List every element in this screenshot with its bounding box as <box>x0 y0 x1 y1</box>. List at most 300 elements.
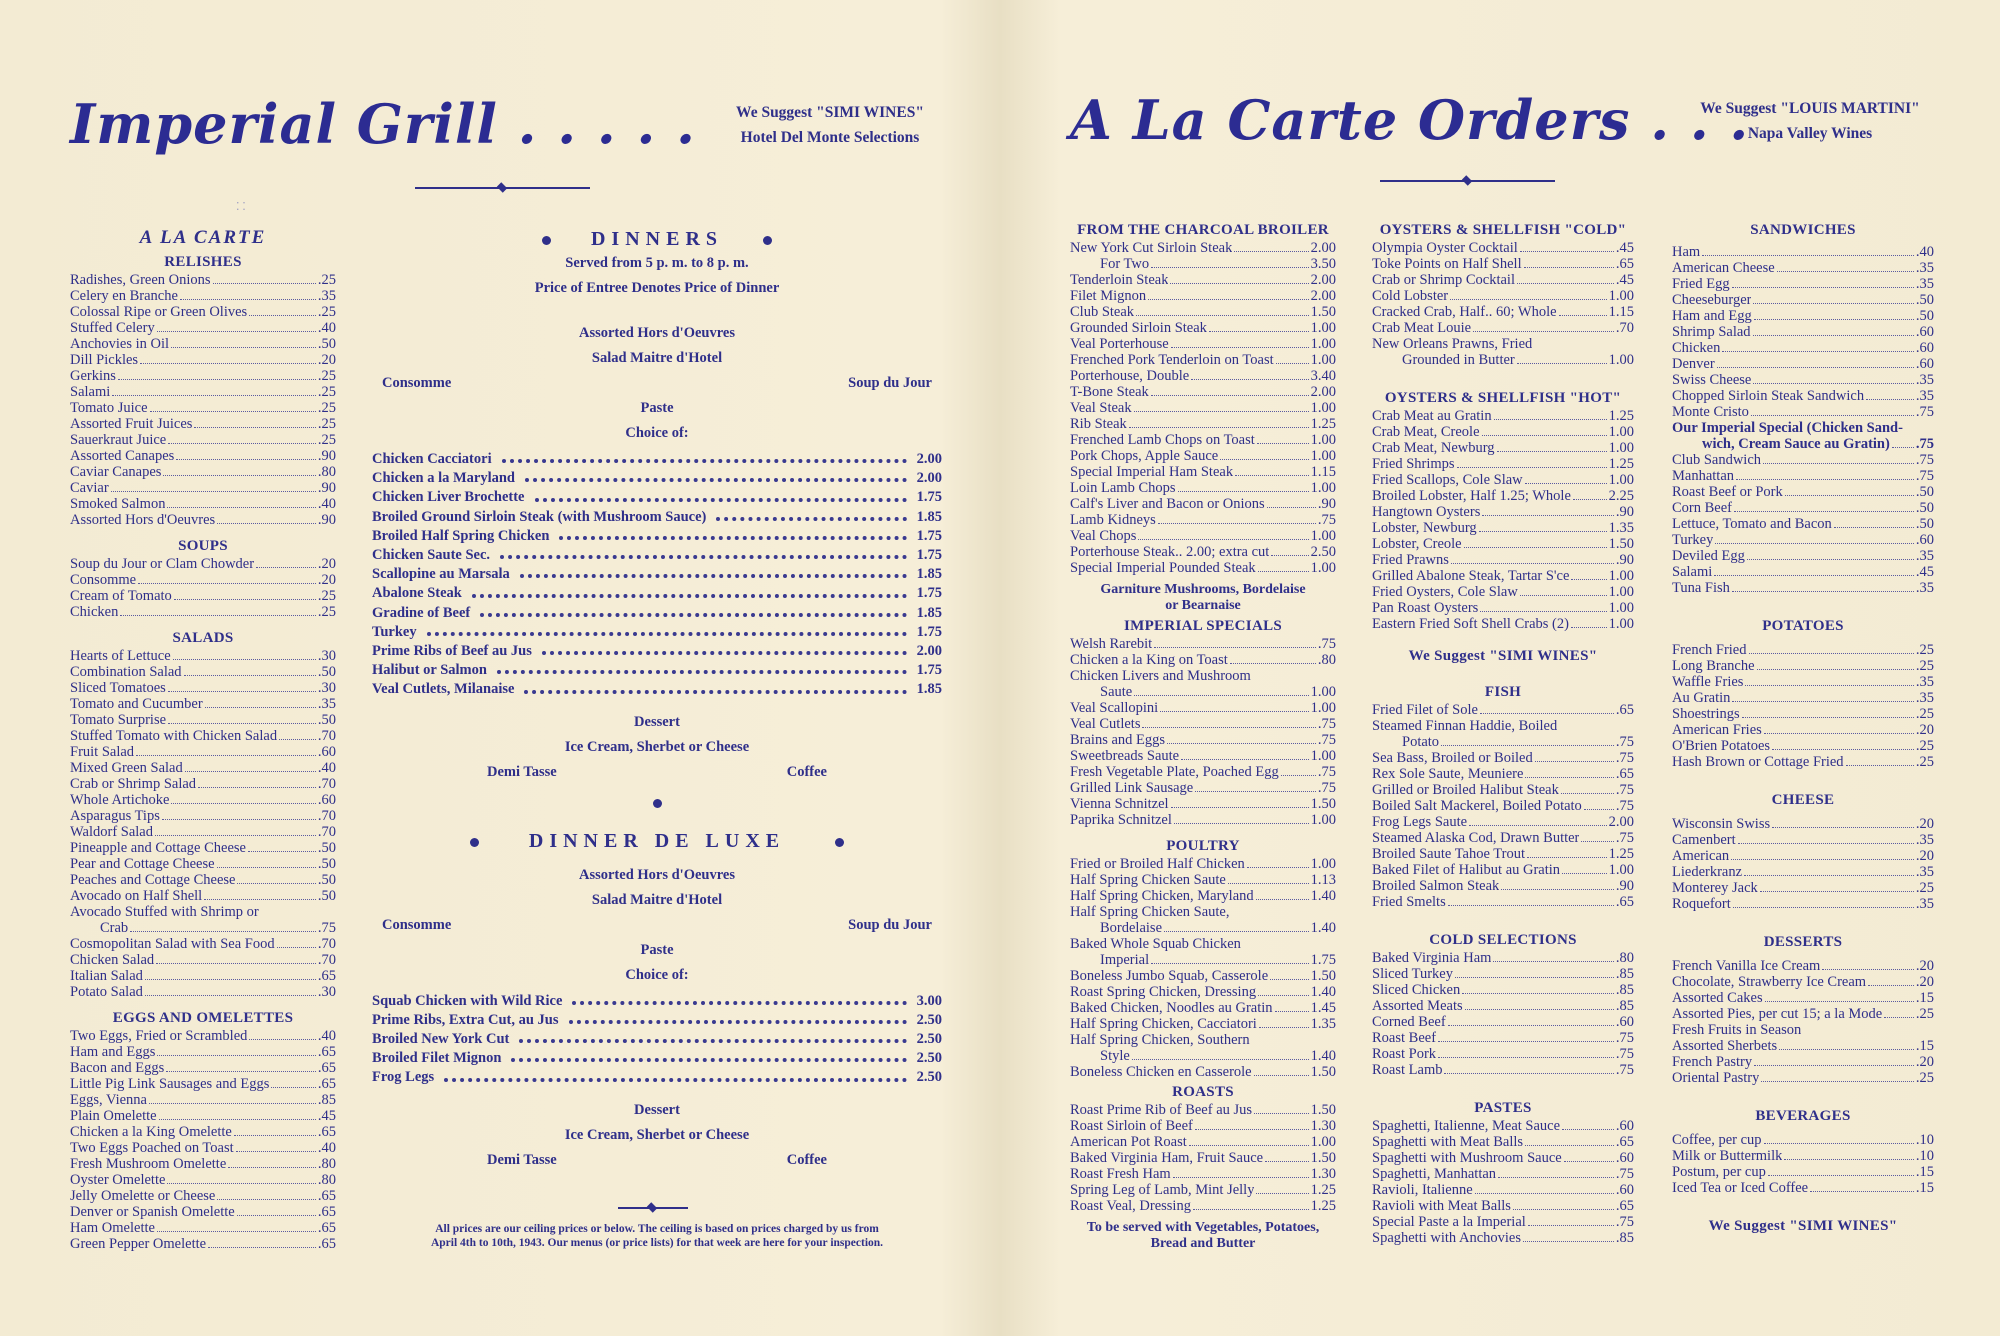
dot-leader <box>1525 1145 1614 1146</box>
dot-leader <box>1265 1161 1309 1162</box>
item-name: Postum, per cup <box>1672 1164 1766 1180</box>
dot-leader <box>217 523 316 524</box>
dot-leader <box>1562 873 1607 874</box>
item-price: .50 <box>317 872 336 888</box>
menu-item <box>70 904 336 920</box>
item-name: Broiled Lobster, Half 1.25; Whole <box>1372 488 1571 504</box>
dot-leader <box>1714 575 1914 576</box>
item-price: .60 <box>1915 324 1934 340</box>
dot-leader <box>176 459 316 460</box>
menu-item <box>1672 500 1934 516</box>
menu-item <box>1672 324 1934 340</box>
entree-name: Halibut or Salmon <box>372 662 487 679</box>
dot-leader <box>1562 1129 1614 1130</box>
item-price: .70 <box>317 824 336 840</box>
item-price: .30 <box>317 680 336 696</box>
menu-item <box>70 792 336 808</box>
dot-leader <box>1257 443 1309 444</box>
item-price: .40 <box>317 1028 336 1044</box>
dot-leader <box>1764 1143 1914 1144</box>
menu-item <box>1672 864 1934 880</box>
menu-item <box>1372 256 1634 272</box>
item-name: Half Spring Chicken, Maryland <box>1070 888 1254 904</box>
item-name: Baked Chicken, Noodles au Gratin <box>1070 1000 1273 1016</box>
dot-leader <box>524 690 906 694</box>
menu-item <box>70 556 336 572</box>
item-price: .35 <box>1915 372 1934 388</box>
item-price: 1.40 <box>1310 888 1336 904</box>
item-name: Celery en Branche <box>70 288 178 304</box>
dinners-paste: Paste <box>640 400 674 416</box>
dot-leader <box>1779 1049 1914 1050</box>
item-price: .70 <box>317 808 336 824</box>
dot-leader <box>716 517 906 521</box>
entree-price: 1.75 <box>916 527 942 544</box>
item-price: 1.30 <box>1310 1118 1336 1134</box>
dot-leader <box>167 507 315 508</box>
item-name: Veal Scallopini <box>1070 700 1159 716</box>
item-name: Bacon and Eggs <box>70 1060 165 1076</box>
menu-item <box>1070 1064 1336 1080</box>
item-price: 2.00 <box>1310 288 1336 304</box>
menu-item <box>1372 1062 1634 1078</box>
item-price: .45 <box>1615 240 1634 256</box>
item-price: .80 <box>1317 652 1336 668</box>
entree-price: 1.75 <box>916 547 942 564</box>
item-price: .75 <box>1615 1030 1634 1046</box>
item-price: .35 <box>317 288 336 304</box>
item-name: Boiled Salt Mackerel, Boiled Potato <box>1372 798 1582 814</box>
item-name: Crab Meat au Gratin <box>1372 408 1492 424</box>
left-wine-suggestion <box>720 100 940 150</box>
menu-item <box>1672 436 1934 452</box>
menu-item <box>1070 1016 1336 1032</box>
entree-name: Chicken Liver Brochette <box>372 489 525 506</box>
item-price: .20 <box>1915 1054 1934 1070</box>
dot-leader <box>168 691 316 692</box>
dot-leader <box>1523 1241 1614 1242</box>
menu-item <box>70 288 336 304</box>
item-price: .20 <box>317 352 336 368</box>
item-price: .25 <box>1915 706 1934 722</box>
deluxe-paste: Paste <box>640 941 674 958</box>
item-name: Sweetbreads Saute <box>1070 748 1180 764</box>
item-price: .40 <box>317 760 336 776</box>
item-price: .60 <box>1615 1014 1634 1030</box>
menu-item <box>1372 966 1634 982</box>
dot-leader <box>173 659 316 660</box>
item-price: .65 <box>1615 894 1634 910</box>
item-name: Ravioli, Italienne <box>1372 1182 1473 1198</box>
dot-leader <box>497 670 907 674</box>
menu-item <box>70 760 336 776</box>
item-price: .40 <box>317 1140 336 1156</box>
menu-item <box>1372 1014 1634 1030</box>
item-price: 1.00 <box>1310 448 1336 464</box>
item-price: .20 <box>1915 722 1934 738</box>
item-price: .85 <box>317 1092 336 1108</box>
dot-leader <box>1822 969 1914 970</box>
menu-item <box>70 1060 336 1076</box>
dot-leader <box>1535 761 1614 762</box>
item-name: Salami <box>70 384 111 400</box>
item-price: .85 <box>1615 966 1634 982</box>
item-name: Special Paste a la Imperial <box>1372 1214 1526 1230</box>
item-price: 1.00 <box>1608 616 1634 632</box>
oysters-cold-list <box>1372 240 1634 368</box>
menu-item <box>70 480 336 496</box>
item-price: .75 <box>1915 468 1934 484</box>
item-name: Potato Salad <box>70 984 143 1000</box>
item-name: Brains and Eggs <box>1070 732 1166 748</box>
item-name: Long Branche <box>1672 658 1755 674</box>
menu-item <box>1372 456 1634 472</box>
right-wine-suggestion <box>1690 96 1930 146</box>
item-name: Chicken Livers and Mushroom <box>1070 668 1251 684</box>
item-price: 1.00 <box>1310 748 1336 764</box>
item-price: 1.50 <box>1310 304 1336 320</box>
dot-leader <box>1479 531 1607 532</box>
menu-item <box>1372 1166 1634 1182</box>
menu-item <box>1672 816 1934 832</box>
item-price: .70 <box>317 952 336 968</box>
dot-leader <box>1228 883 1309 884</box>
dot-leader <box>194 427 315 428</box>
soups-heading: SOUPS <box>178 538 228 554</box>
item-name: Eastern Fried Soft Shell Crabs (2) <box>1372 616 1569 632</box>
item-price: 1.00 <box>1310 684 1336 700</box>
menu-item <box>70 336 336 352</box>
item-price: .25 <box>317 432 336 448</box>
item-price: .90 <box>1615 504 1634 520</box>
item-name: Roquefort <box>1672 896 1731 912</box>
item-name: Frenched Lamb Chops on Toast <box>1070 432 1255 448</box>
garniture-note: Garniture Mushrooms, Bordelaise or Bearnaise <box>1100 582 1306 613</box>
item-price: 2.00 <box>1310 240 1336 256</box>
dot-leader <box>1745 685 1913 686</box>
item-name: Sliced Tomatoes <box>70 680 166 696</box>
dot-leader <box>500 555 907 559</box>
menu-item <box>1070 1134 1336 1150</box>
menu-item <box>1372 1182 1634 1198</box>
dot-leader <box>1455 977 1614 978</box>
entree-price: 2.50 <box>916 1050 942 1067</box>
menu-item <box>1070 984 1336 1000</box>
menu-item <box>70 448 336 464</box>
menu-item <box>1672 260 1934 276</box>
menu-item <box>1372 1198 1634 1214</box>
menu-item <box>1672 1022 1934 1038</box>
item-name: Fried or Broiled Half Chicken <box>1070 856 1245 872</box>
item-name: Crab Meat, Creole <box>1372 424 1480 440</box>
menu-item <box>70 984 336 1000</box>
deluxe-dessert-items: Ice Cream, Sherbet or Cheese <box>564 1126 750 1143</box>
dinners-hors: Assorted Hors d'Oeuvres <box>578 325 735 341</box>
dot-leader <box>1164 931 1309 932</box>
item-price: .25 <box>317 272 336 288</box>
menu-item <box>70 680 336 696</box>
dot-leader <box>167 1183 315 1184</box>
dot-leader <box>145 979 316 980</box>
dinners-coffee: Coffee <box>786 763 827 780</box>
menu-item <box>1070 352 1336 368</box>
dot-leader <box>166 1071 316 1072</box>
item-name: Style <box>1100 1048 1130 1064</box>
menu-item <box>1372 798 1634 814</box>
dot-leader <box>1768 1175 1914 1176</box>
item-price: .65 <box>317 1204 336 1220</box>
charcoal-list <box>1070 240 1336 576</box>
menu-item <box>70 1140 336 1156</box>
item-name: Sea Bass, Broiled or Boiled <box>1372 750 1533 766</box>
item-name: T-Bone Steak <box>1070 384 1149 400</box>
entree-price: 2.00 <box>916 451 942 467</box>
entree-item <box>372 1030 942 1049</box>
entree-name: Broiled Filet Mignon <box>372 1050 502 1067</box>
item-price: .25 <box>1915 880 1934 896</box>
menu-item <box>1372 814 1634 830</box>
item-name: Turkey <box>1672 532 1714 548</box>
item-price: 1.00 <box>1310 336 1336 352</box>
menu-item <box>1672 990 1934 1006</box>
dot-leader <box>1448 1025 1614 1026</box>
item-name: Mixed Green Salad <box>70 760 183 776</box>
item-price: .50 <box>317 840 336 856</box>
dot-leader <box>237 1215 316 1216</box>
item-price: .35 <box>1915 276 1934 292</box>
menu-item <box>1672 642 1934 658</box>
item-price: 1.50 <box>1310 1102 1336 1118</box>
dot-leader <box>236 1151 316 1152</box>
dot-leader <box>1457 467 1607 468</box>
item-price: .75 <box>1615 798 1634 814</box>
menu-item <box>1672 420 1934 436</box>
item-price: .15 <box>1915 1038 1934 1054</box>
item-name: Waldorf Salad <box>70 824 153 840</box>
menu-item <box>1372 766 1634 782</box>
item-price: .60 <box>317 744 336 760</box>
item-price: 1.00 <box>1310 700 1336 716</box>
entree-price: 2.00 <box>916 643 942 660</box>
dot-leader <box>1742 717 1914 718</box>
dot-leader <box>1259 1027 1309 1028</box>
menu-item <box>1672 1148 1934 1164</box>
dot-leader <box>1868 985 1914 986</box>
dot-leader <box>1254 1113 1309 1114</box>
item-price: .75 <box>1615 1046 1634 1062</box>
item-price: 1.40 <box>1310 920 1336 936</box>
dot-leader <box>1151 267 1309 268</box>
menu-item <box>70 968 336 984</box>
soups-list <box>70 556 336 620</box>
dot-leader <box>1171 347 1309 348</box>
menu-item <box>1672 372 1934 388</box>
item-price: 1.15 <box>1310 464 1336 480</box>
item-price: .25 <box>1915 1070 1934 1086</box>
dot-leader <box>208 1247 316 1248</box>
item-name: Ravioli with Meat Balls <box>1372 1198 1511 1214</box>
deluxe-salad: Salad Maitre d'Hotel <box>591 891 723 908</box>
item-price: .75 <box>1615 1166 1634 1182</box>
menu-item <box>1672 1054 1934 1070</box>
item-price: .65 <box>317 1124 336 1140</box>
dot-leader <box>519 1039 906 1043</box>
item-price: .40 <box>317 496 336 512</box>
item-name: Fruit Salad <box>70 744 135 760</box>
item-price: .25 <box>317 400 336 416</box>
dot-leader <box>1235 475 1309 476</box>
item-price: .80 <box>317 1172 336 1188</box>
dot-leader <box>1784 1159 1914 1160</box>
dot-leader <box>1764 733 1914 734</box>
item-name: Crab or Shrimp Cocktail <box>1372 272 1515 288</box>
menu-item <box>1672 516 1934 532</box>
menu-item <box>1372 552 1634 568</box>
dot-leader <box>1753 383 1914 384</box>
item-name: For Two <box>1100 256 1150 272</box>
item-price: .35 <box>1915 896 1934 912</box>
entree-name: Chicken Cacciatori <box>372 451 492 467</box>
menu-item <box>1372 1150 1634 1166</box>
item-price: .25 <box>317 604 336 620</box>
dot-leader <box>1571 627 1607 628</box>
item-name: Roast Fresh Ham <box>1070 1166 1171 1182</box>
dot-leader <box>145 995 316 996</box>
menu-item <box>1672 532 1934 548</box>
dot-leader <box>228 1167 316 1168</box>
item-price: .65 <box>317 1188 336 1204</box>
dot-leader <box>136 755 316 756</box>
item-name: New York Cut Sirloin Steak <box>1070 240 1233 256</box>
item-name: Deviled Egg <box>1672 548 1745 564</box>
dot-leader <box>502 459 907 463</box>
item-name: Assorted Pies, per cut 15; a la Mode <box>1672 1006 1883 1022</box>
item-name: Half Spring Chicken, Southern <box>1070 1032 1250 1048</box>
item-price: .75 <box>1915 436 1934 452</box>
menu-item <box>70 872 336 888</box>
dot-leader <box>535 498 907 502</box>
dot-leader <box>1846 765 1914 766</box>
item-name: Dill Pickles <box>70 352 139 368</box>
sandwiches-heading: SANDWICHES <box>1750 222 1856 238</box>
item-name: Oyster Omelette <box>70 1172 166 1188</box>
dot-leader <box>248 851 316 852</box>
item-name: Spaghetti with Mushroom Sauce <box>1372 1150 1562 1166</box>
dinners-served: Served from 5 p. m. to 8 p. m. <box>565 255 749 271</box>
item-name: Shoestrings <box>1672 706 1740 722</box>
item-name: Chicken a la King Omelette <box>70 1124 232 1140</box>
item-name: Fried Oysters, Cole Slaw <box>1372 584 1518 600</box>
dot-leader <box>1173 1177 1309 1178</box>
menu-item <box>70 696 336 712</box>
dot-leader <box>156 963 316 964</box>
entree-item <box>372 546 942 565</box>
item-price: 1.00 <box>1310 1134 1336 1150</box>
dot-leader <box>1167 743 1316 744</box>
menu-item <box>1672 1164 1934 1180</box>
dot-leader <box>279 739 316 740</box>
item-name: Special Imperial Pounded Steak <box>1070 560 1256 576</box>
dot-leader <box>155 835 316 836</box>
dot-leader <box>1559 315 1607 316</box>
dot-leader <box>1747 559 1914 560</box>
item-name: Corn Beef <box>1672 500 1732 516</box>
item-price: .40 <box>1915 244 1934 260</box>
dot-leader <box>149 1103 316 1104</box>
menu-item <box>1070 304 1336 320</box>
dot-leader <box>180 299 316 300</box>
bullet-icon <box>835 838 844 847</box>
item-name: Grounded Sirloin Steak <box>1070 320 1207 336</box>
dot-leader <box>1181 759 1309 760</box>
entree-item <box>372 565 942 584</box>
menu-item <box>70 272 336 288</box>
dot-leader <box>1270 979 1308 980</box>
oysters-cold-heading: OYSTERS & SHELLFISH "COLD" <box>1379 222 1627 238</box>
menu-item <box>70 808 336 824</box>
menu-item <box>70 1204 336 1220</box>
menu-item <box>1672 580 1934 596</box>
dot-leader <box>1754 1065 1914 1066</box>
menu-item <box>70 952 336 968</box>
item-name: Chocolate, Strawberry Ice Cream <box>1672 974 1867 990</box>
menu-item <box>1070 400 1336 416</box>
dinners-panel <box>372 228 942 1173</box>
item-price: .60 <box>1615 1182 1634 1198</box>
item-name: Veal Porterhouse <box>1070 336 1169 352</box>
item-price: .75 <box>1317 512 1336 528</box>
item-price: .25 <box>1915 642 1934 658</box>
menu-item <box>1372 1046 1634 1062</box>
menu-item <box>1070 320 1336 336</box>
item-name: Lobster, Newburg <box>1372 520 1477 536</box>
dot-leader <box>1462 993 1614 994</box>
item-name: Asparagus Tips <box>70 808 160 824</box>
item-price: 1.00 <box>1608 352 1634 368</box>
dot-leader <box>162 819 316 820</box>
item-name: Sliced Chicken <box>1372 982 1461 998</box>
menu-item <box>1070 1166 1336 1182</box>
item-name: Au Gratin <box>1672 690 1731 706</box>
fish-heading: FISH <box>1484 684 1522 700</box>
item-price: .75 <box>1317 732 1336 748</box>
entree-name: Gradine of Beef <box>372 604 471 621</box>
entree-name: Chicken a la Maryland <box>372 470 515 487</box>
menu-item <box>70 320 336 336</box>
item-name: Ham Omelette <box>70 1220 155 1236</box>
entree-item <box>372 450 942 469</box>
menu-item <box>1070 288 1336 304</box>
item-name: Porterhouse, Double <box>1070 368 1190 384</box>
item-price: 1.00 <box>1310 480 1336 496</box>
menu-item <box>1070 780 1336 796</box>
menu-item <box>1070 796 1336 812</box>
menu-item <box>70 1044 336 1060</box>
menu-item <box>1372 1134 1634 1150</box>
entree-price: 1.75 <box>916 585 942 602</box>
item-name: French Vanilla Ice Cream <box>1672 958 1821 974</box>
item-name: Spaghetti with Meat Balls <box>1372 1134 1524 1150</box>
menu-item <box>1372 600 1634 616</box>
item-price: .35 <box>1915 548 1934 564</box>
cheese-heading: CHEESE <box>1771 792 1835 808</box>
menu-item <box>1070 888 1336 904</box>
item-name: Assorted Fruit Juices <box>70 416 193 432</box>
item-name: Radishes, Green Onions <box>70 272 211 288</box>
item-name: Iced Tea or Iced Coffee <box>1672 1180 1809 1196</box>
menu-item <box>1070 1000 1336 1016</box>
dot-leader <box>168 723 316 724</box>
